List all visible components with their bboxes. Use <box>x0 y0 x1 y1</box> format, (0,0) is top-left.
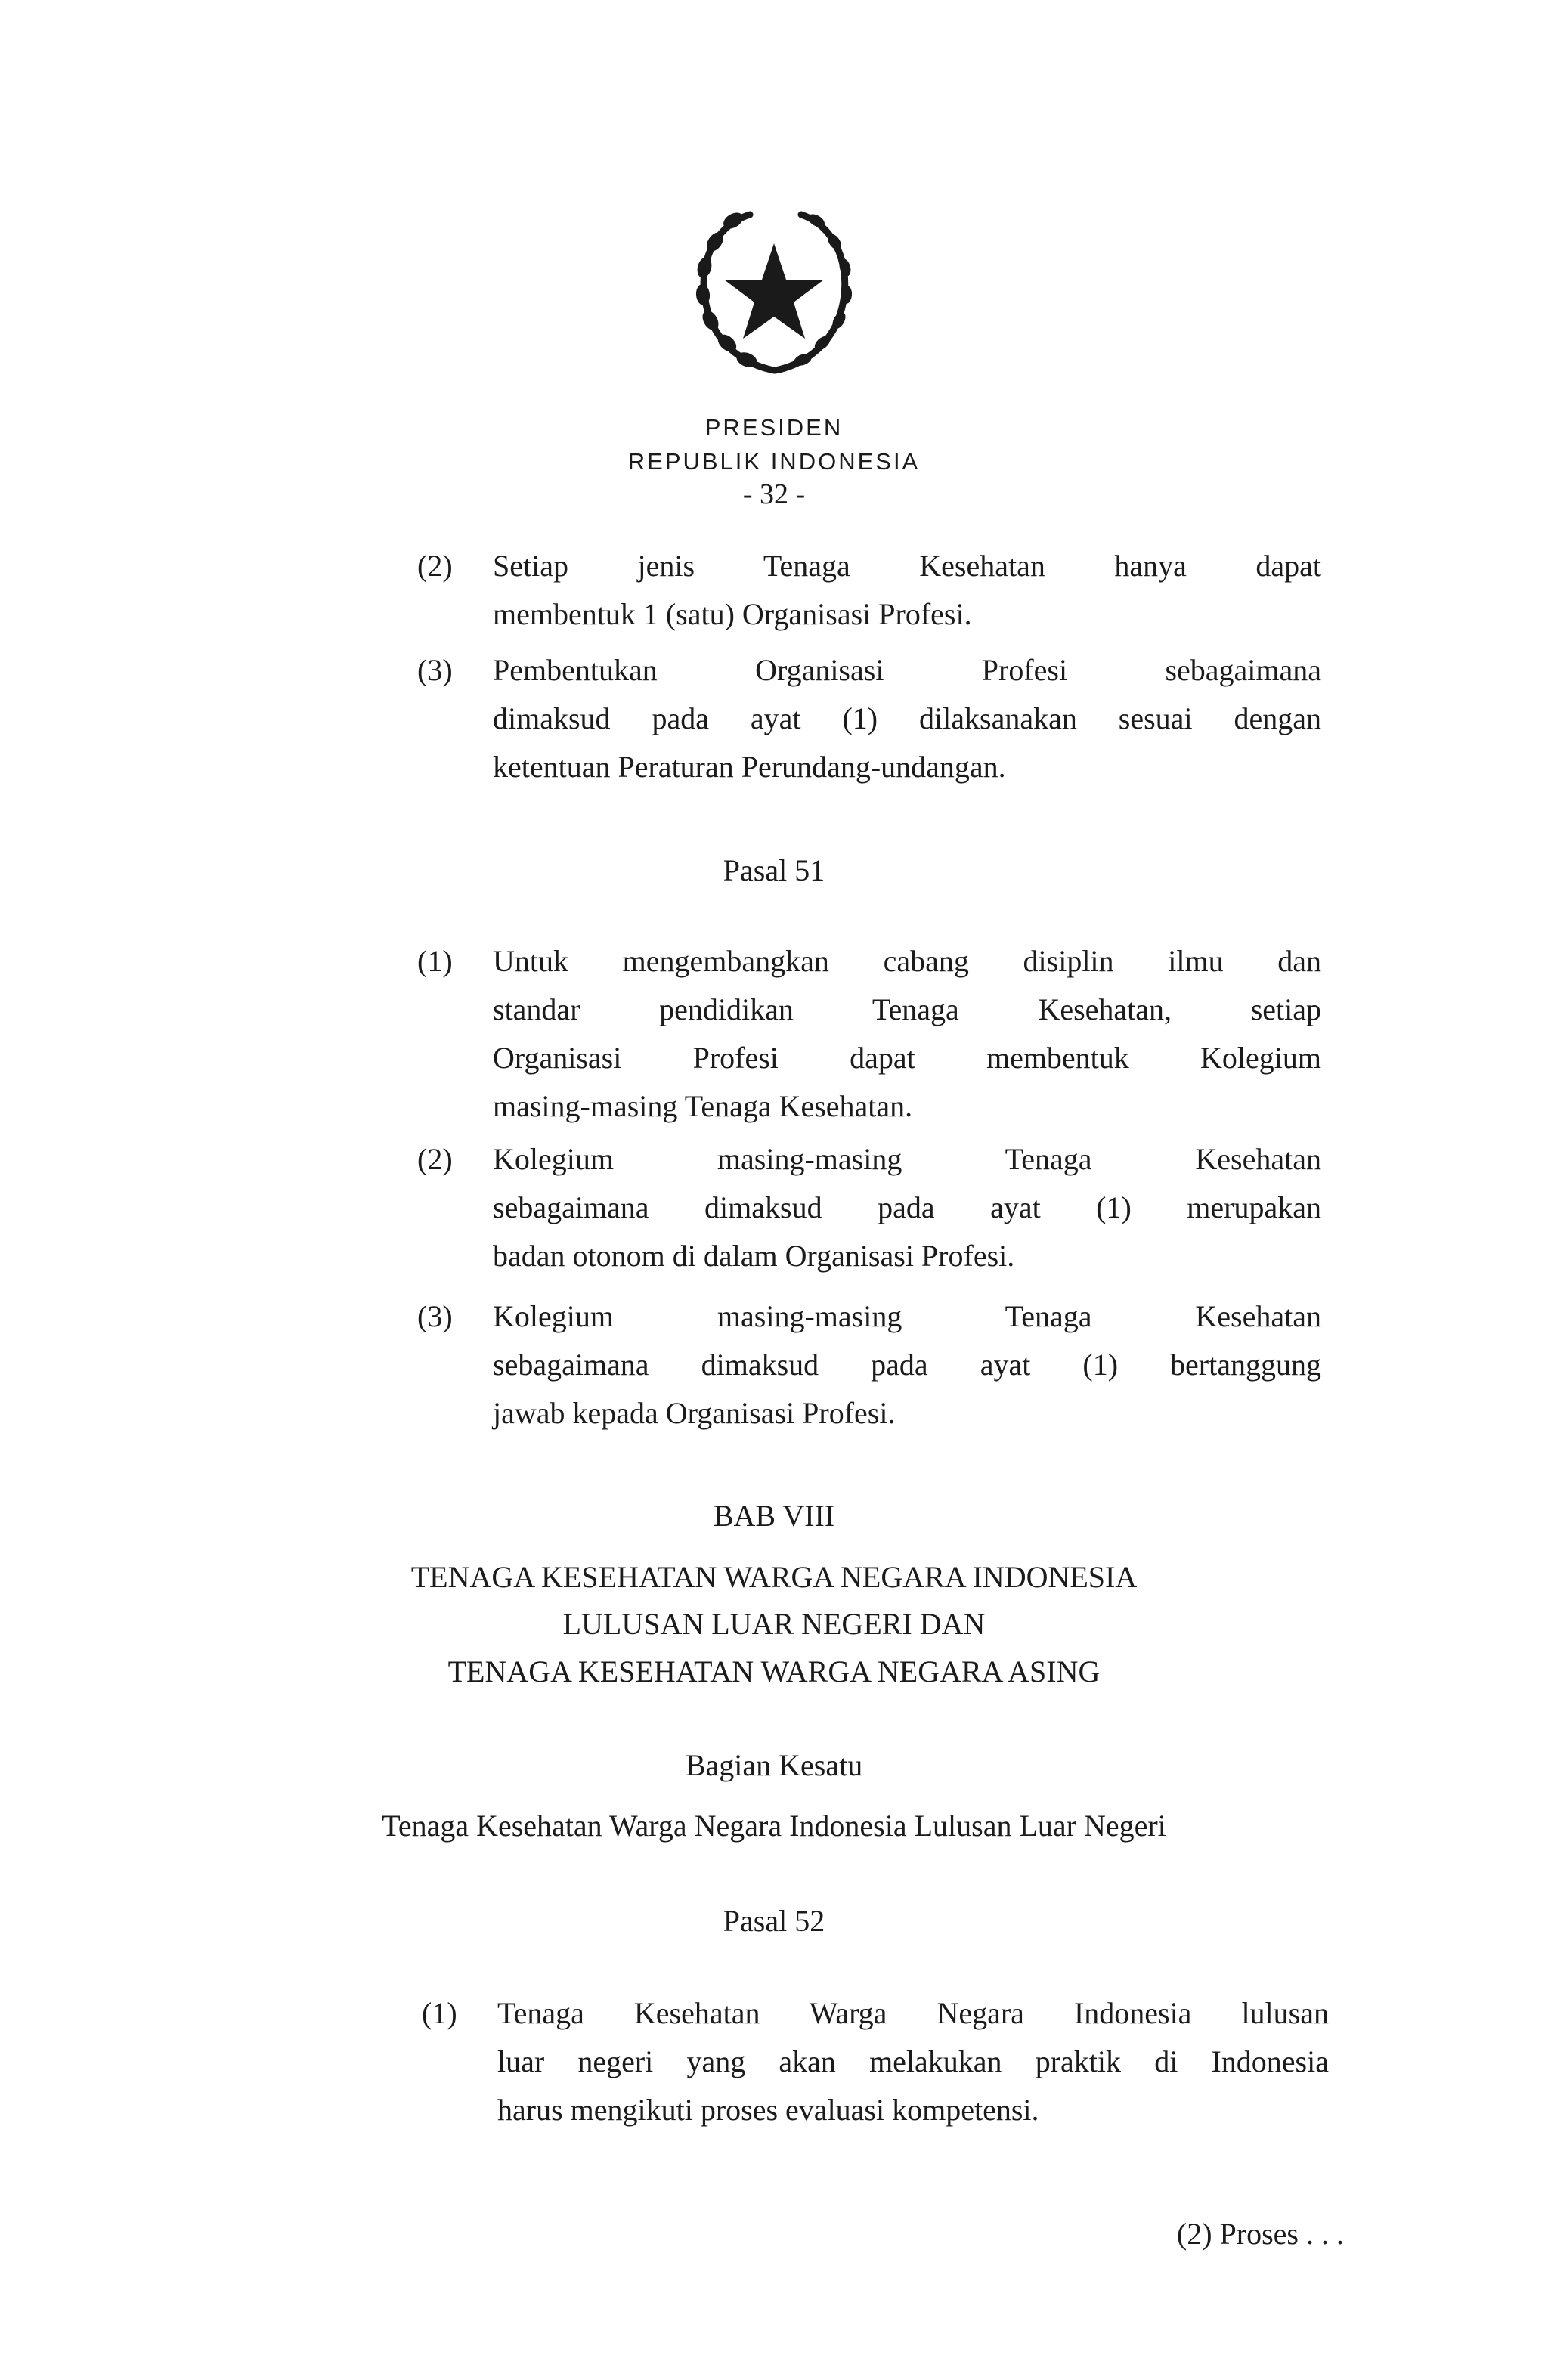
page-number: - 32 - <box>742 478 806 510</box>
chapter-heading-line: LULUSAN LUAR NEGERI DAN <box>562 1607 986 1641</box>
item-number: (1) <box>422 1996 457 2030</box>
garuda-star-emblem-icon <box>661 198 887 387</box>
item-line: harus mengikuti proses evaluasi kompetensi. <box>497 2093 1039 2127</box>
list-item <box>417 1292 1324 1444</box>
item-text <box>493 646 1321 791</box>
item-line: jawab kepada Organisasi Profesi. <box>493 1396 896 1430</box>
item-line: sebagaimana dimaksud pada ayat (1) bertanggung <box>493 1348 1321 1382</box>
chapter-heading-line: TENAGA KESEHATAN WARGA NEGARA ASING <box>447 1654 1101 1688</box>
list-item <box>422 1989 1329 2140</box>
pasal-52-title: Pasal 52 <box>723 1904 825 1938</box>
item-line: Organisasi Profesi dapat membentuk Kolegium <box>493 1041 1321 1075</box>
pasal-51-title: Pasal 51 <box>723 853 825 887</box>
item-line: masing-masing Tenaga Kesehatan. <box>493 1089 913 1123</box>
list-item <box>417 542 1324 648</box>
section-heading: Tenaga Kesehatan Warga Negara Indonesia Lulusan Luar Negeri <box>382 1809 1166 1843</box>
section-title: Bagian Kesatu <box>685 1748 863 1782</box>
item-line: Kolegium masing-masing Tenaga Kesehatan <box>493 1142 1321 1176</box>
item-number: (2) <box>417 1142 453 1176</box>
chapter-heading-line: TENAGA KESEHATAN WARGA NEGARA INDONESIA <box>410 1560 1138 1594</box>
item-line: standar pendidikan Tenaga Kesehatan, setiap <box>493 992 1321 1026</box>
item-line: Pembentukan Organisasi Profesi sebagaimana <box>493 653 1321 687</box>
header-title-republik: REPUBLIK INDONESIA <box>627 448 921 475</box>
item-text <box>493 1135 1321 1280</box>
list-item <box>417 646 1324 797</box>
item-line: membentuk 1 (satu) Organisasi Profesi. <box>493 597 972 631</box>
item-line: Setiap jenis Tenaga Kesehatan hanya dapat <box>493 549 1321 583</box>
item-text <box>493 1292 1321 1438</box>
item-number: (1) <box>417 944 453 978</box>
item-line: sebagaimana dimaksud pada ayat (1) merupakan <box>493 1190 1321 1224</box>
item-line: badan otonom di dalam Organisasi Profesi. <box>493 1239 1015 1273</box>
item-line: ketentuan Peraturan Perundang-undangan. <box>493 750 1006 784</box>
item-line: dimaksud pada ayat (1) dilaksanakan sesuai dengan <box>493 701 1321 735</box>
list-item <box>417 1135 1324 1286</box>
item-number: (3) <box>417 1299 453 1333</box>
item-text <box>497 1989 1329 2134</box>
item-text <box>493 937 1321 1131</box>
item-line: Untuk mengembangkan cabang disiplin ilmu dan <box>493 944 1321 978</box>
item-line: Kolegium masing-masing Tenaga Kesehatan <box>493 1299 1321 1333</box>
header-title-presiden: PRESIDEN <box>704 414 844 441</box>
item-line: luar negeri yang akan melakukan praktik di Indonesia <box>497 2044 1329 2078</box>
item-line: Tenaga Kesehatan Warga Negara Indonesia lulusan <box>497 1996 1329 2030</box>
page-continuation: (2) Proses . . . <box>1176 2217 1344 2251</box>
chapter-title: BAB VIII <box>713 1499 835 1533</box>
item-text <box>493 542 1321 639</box>
item-number: (2) <box>417 549 453 583</box>
list-item <box>417 937 1324 1134</box>
item-number: (3) <box>417 653 453 687</box>
